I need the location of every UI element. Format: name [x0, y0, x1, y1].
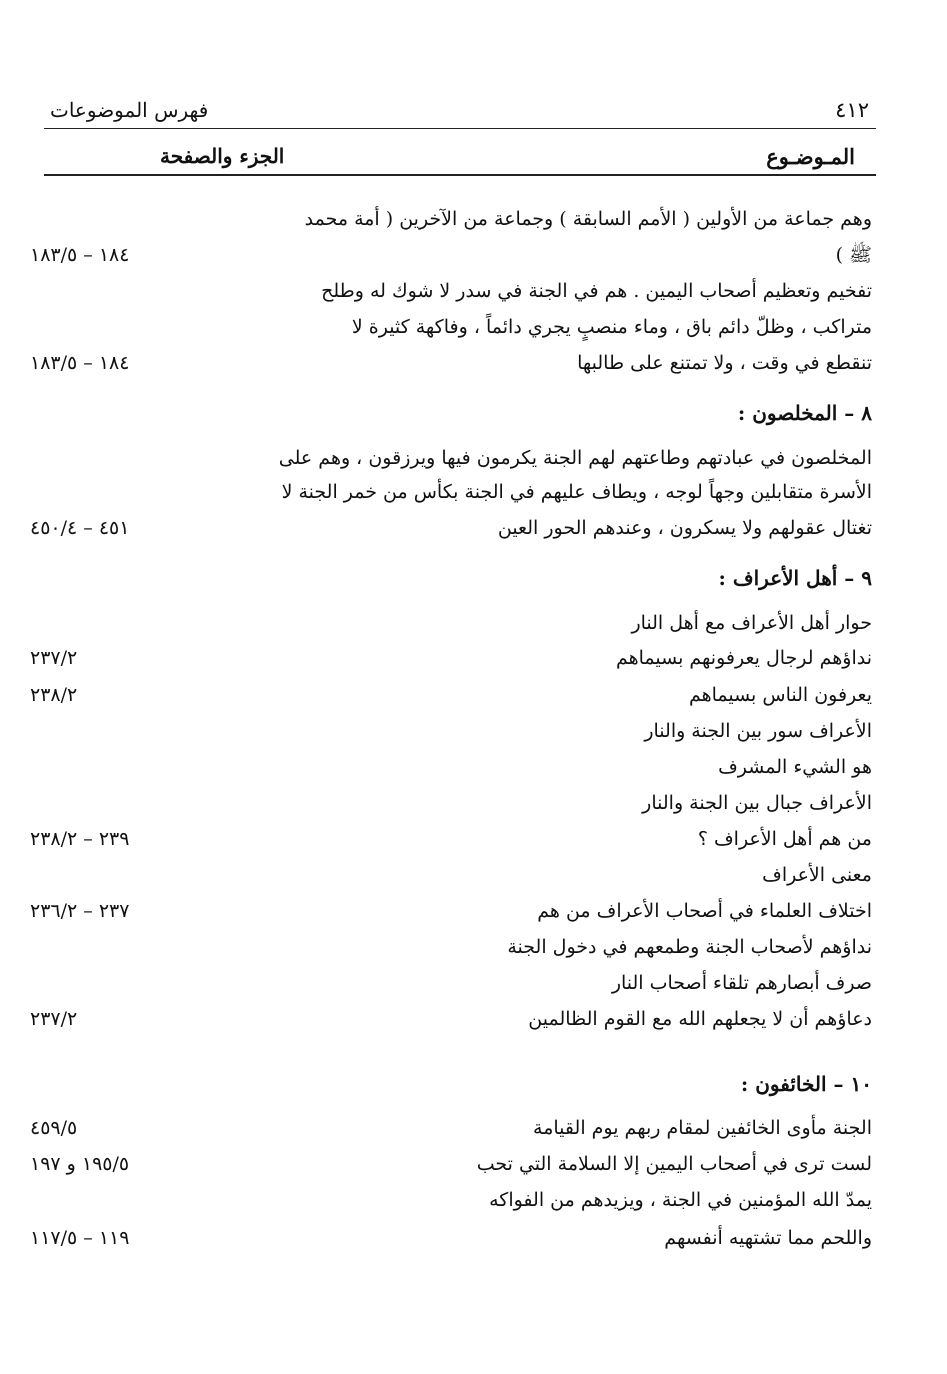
section-heading: ٩ – أهل الأعراف : [718, 566, 872, 590]
entry-reference: ٢٣٧/٢ [30, 1008, 78, 1030]
header-rule-bottom [44, 174, 876, 176]
entry-text: وهم جماعة من الأولين ( الأمم السابقة ) وجماعة من الآخرين ( أمة محمد [304, 208, 872, 230]
column-heading-volume-page: الجزء والصفحة [160, 144, 285, 168]
entry-text: لست ترى في أصحاب اليمين إلا السلامة التي تحب [476, 1153, 872, 1175]
entry-text: الأسرة متقابلين وجهاً لوجه ، ويطاف عليهم في الجنة بكأس من خمر الجنة لا [281, 481, 872, 503]
section-heading: ١٠ – الخائفون : [740, 1072, 872, 1096]
entry-text: تغتال عقولهم ولا يسكرون ، وعندهم الحور العين [497, 517, 872, 539]
entry-text: نداؤهم لرجال يعرفونهم بسيماهم [615, 647, 872, 669]
entry-text: تنقطع في وقت ، ولا تمتنع على طالبها [577, 352, 872, 374]
entry-reference: ٢٣٧ – ٢٣٦/٢ [30, 900, 130, 922]
entry-text: دعاؤهم أن لا يجعلهم الله مع القوم الظالمين [528, 1008, 872, 1030]
entry-reference: ٢٣٩ – ٢٣٨/٢ [30, 828, 130, 850]
entry-reference: ١٨٤ – ١٨٣/٥ [30, 352, 130, 374]
page-number: ٤١٢ [835, 98, 869, 122]
entry-reference: ١١٩ – ١١٧/٥ [30, 1227, 130, 1249]
entry-text: يعرفون الناس بسيماهم [688, 684, 872, 706]
header-rule-top [44, 128, 876, 129]
entry-reference: ١٨٤ – ١٨٣/٥ [30, 244, 130, 266]
entry-text: الأعراف سور بين الجنة والنار [644, 720, 872, 742]
entry-text: من هم أهل الأعراف ؟ [697, 828, 872, 850]
entry-text: واللحم مما تشتهيه أنفسهم [664, 1227, 872, 1249]
entry-text: اختلاف العلماء في أصحاب الأعراف من هم [537, 900, 872, 922]
entry-text: معنى الأعراف [762, 864, 872, 886]
entry-reference: ١٩٥/٥ و ١٩٧ [30, 1153, 130, 1175]
entry-reference: ٢٣٧/٢ [30, 647, 78, 669]
entry-text: نداؤهم لأصحاب الجنة وطمعهم في دخول الجنة [507, 936, 872, 958]
column-heading-topic: المـوضـوع [766, 144, 855, 169]
entry-text: الجنة مأوى الخائفين لمقام ربهم يوم القيامة [533, 1117, 872, 1139]
running-title: فهرس الموضوعات [50, 98, 209, 122]
entry-text: ﷺ ) [835, 244, 872, 266]
entry-reference: ٤٥١ – ٤٥٠/٤ [30, 517, 130, 539]
entry-text: حوار أهل الأعراف مع أهل النار [631, 612, 872, 634]
entry-text: المخلصون في عبادتهم وطاعتهم لهم الجنة يكرمون فيها ويرزقون ، وهم على [278, 447, 872, 469]
entry-text: يمدّ الله المؤمنين في الجنة ، ويزيدهم من الفواكه [489, 1189, 872, 1211]
entry-text: الأعراف جبال بين الجنة والنار [642, 792, 872, 814]
entry-reference: ٢٣٨/٢ [30, 684, 78, 706]
entry-text: تفخيم وتعظيم أصحاب اليمين . هم في الجنة في سدر لا شوك له وطلح [321, 280, 872, 302]
entry-text: صرف أبصارهم تلقاء أصحاب النار [611, 972, 872, 994]
entry-reference: ٤٥٩/٥ [30, 1117, 78, 1139]
section-heading: ٨ – المخلصون : [737, 401, 872, 425]
entry-text: هو الشيء المشرف [718, 756, 872, 778]
entry-text: متراكب ، وظلّ دائم باق ، وماء منصبٍ يجري دائماً ، وفاكهة كثيرة لا [351, 316, 872, 338]
